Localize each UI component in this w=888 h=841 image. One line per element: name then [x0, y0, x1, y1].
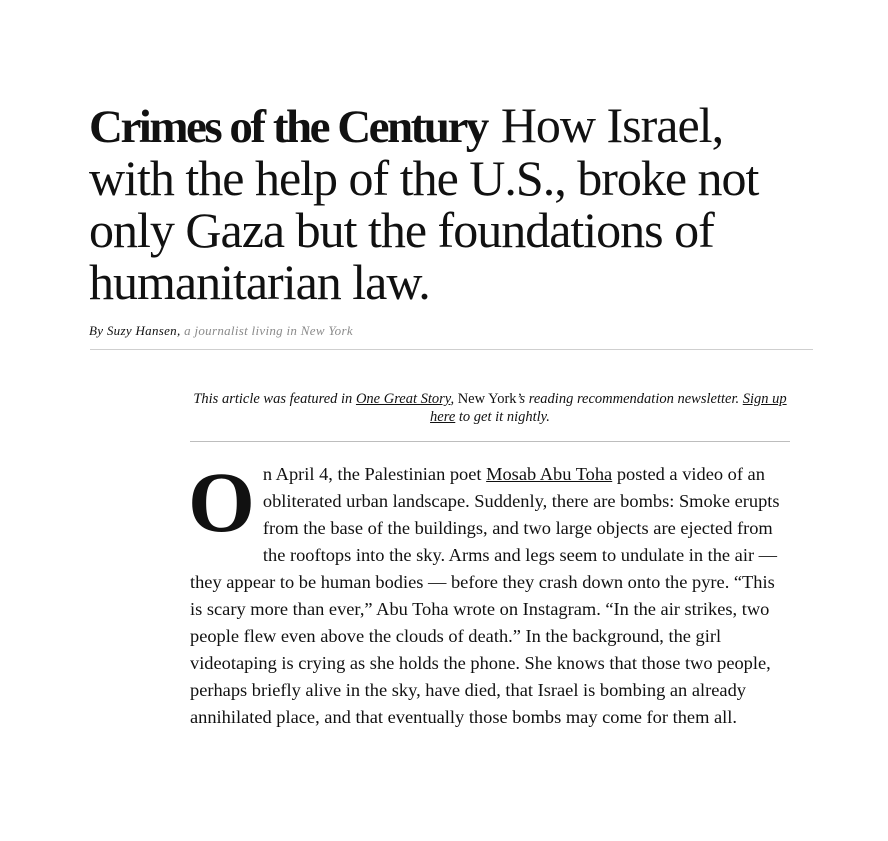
mosab-abu-toha-link[interactable]: Mosab Abu Toha — [486, 464, 613, 484]
byline-separator: , — [176, 323, 185, 338]
promo-text-2: , — [450, 391, 458, 407]
body-text-1: n April 4, the Palestinian poet — [262, 464, 487, 484]
promo-publication: New York — [457, 391, 517, 407]
article-body-paragraph — [188, 454, 785, 731]
byline-author[interactable]: Suzy Hansen — [106, 323, 177, 338]
promo-divider — [190, 441, 790, 442]
rubric-title: Crimes of the Century — [89, 101, 487, 153]
newsletter-promo — [190, 390, 790, 426]
headline — [89, 97, 817, 310]
byline — [89, 323, 817, 339]
byline-bio: a journalist living in New York — [184, 323, 353, 338]
sign-up-link[interactable]: Sign up here — [430, 391, 787, 425]
promo-text-3: ’s reading recommendation newsletter. — [516, 391, 743, 407]
article-header — [89, 97, 817, 339]
dek: How Israel, with the help of the U.S., broke not only Gaza but the foundations of humanitarian law. — [89, 97, 759, 310]
body-text-2: posted a video of an obliterated urban landscape. Suddenly, there are bombs: Smoke erupts from the base of the buildings, and two large objects are ejected from the rooftops into the sky. Arms and legs seem to undulate in the air — they appear to be human bodies — before they crash down onto the pyre. “This is scary more than ever,” Abu Toha wrote on Instagram. “In the air strikes, two people flew even above the clouds of death.” In the background, the girl videotaping is crying as she holds the phone. She knows that those two people, perhaps briefly alive in the sky, have died, that Israel is bombing an already annihilated place, and that eventually those bombs may come for them all. — [190, 464, 780, 727]
promo-text-1: This article was featured in — [193, 391, 356, 407]
byline-prefix: By — [89, 323, 107, 338]
one-great-story-link[interactable]: One Great Story — [355, 391, 451, 407]
drop-cap: O — [188, 454, 253, 550]
header-divider — [90, 349, 813, 350]
promo-text-4: to get it nightly. — [455, 409, 550, 425]
